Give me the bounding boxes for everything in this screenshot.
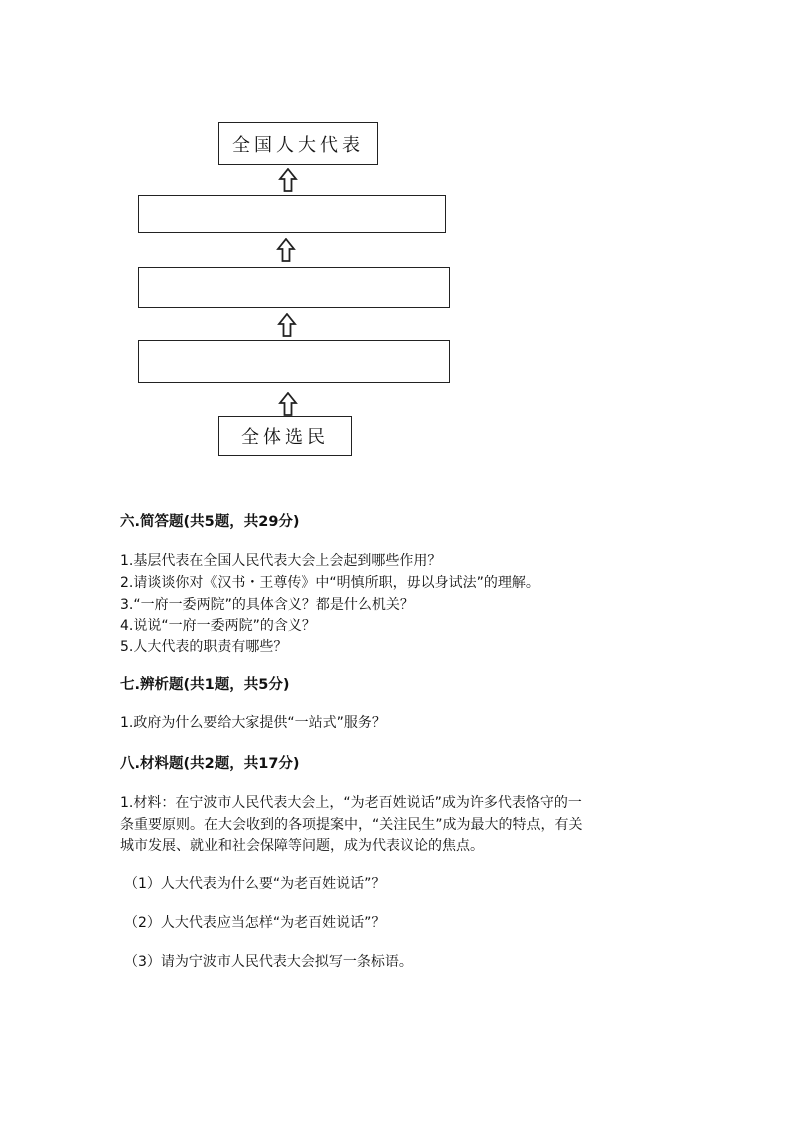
material-line: 1.材料：在宁波市人民代表大会上，“为老百姓说话”成为许多代表恪守的一 — [120, 795, 582, 811]
section-heading-short-answer: 六.简答题(共5题，共29分) — [120, 514, 300, 530]
question-item: 4.说说“一府一委两院”的含义？ — [120, 618, 316, 634]
material-line: 条重要原则。在大会收到的各项提案中，“关注民生”成为最大的特点，有关 — [120, 817, 583, 833]
bottom-box — [218, 416, 352, 456]
up-arrow-icon — [277, 313, 297, 337]
up-arrow-icon — [276, 238, 296, 262]
section-heading-material: 八.材料题(共2题，共17分) — [120, 756, 300, 772]
up-arrow-icon — [278, 168, 298, 192]
blank-box-1[interactable] — [138, 195, 446, 233]
sub-question-item: （3）请为宁波市人民代表大会拟写一条标语。 — [124, 954, 413, 970]
blank-box-2-label — [139, 268, 449, 307]
question-item: 1.政府为什么要给大家提供“一站式”服务？ — [120, 715, 386, 731]
blank-box-3-label — [139, 341, 449, 382]
question-item: 2.请谈谈你对《汉书・王尊传》中“明慎所职，毋以身试法”的理解。 — [120, 575, 540, 591]
section-heading-analysis: 七.辨析题(共1题，共5分) — [120, 677, 290, 693]
up-arrow-icon — [278, 392, 298, 416]
sub-question-item: （2）人大代表应当怎样“为老百姓说话”？ — [124, 915, 386, 931]
blank-box-2[interactable] — [138, 267, 450, 308]
blank-box-1-label — [139, 196, 445, 232]
question-item: 5.人大代表的职责有哪些？ — [120, 639, 288, 655]
sub-question-item: （1）人大代表为什么要“为老百姓说话”？ — [124, 876, 386, 892]
blank-box-3[interactable] — [138, 340, 450, 383]
question-item: 3.“一府一委两院”的具体含义？都是什么机关？ — [120, 597, 414, 613]
top-box-label: 全国人大代表 — [232, 134, 364, 156]
top-box — [218, 122, 378, 165]
question-item: 1.基层代表在全国人民代表大会上会起到哪些作用？ — [120, 553, 442, 569]
bottom-box-label: 全体选民 — [241, 427, 329, 448]
material-line: 城市发展、就业和社会保障等问题，成为代表议论的焦点。 — [120, 838, 484, 854]
